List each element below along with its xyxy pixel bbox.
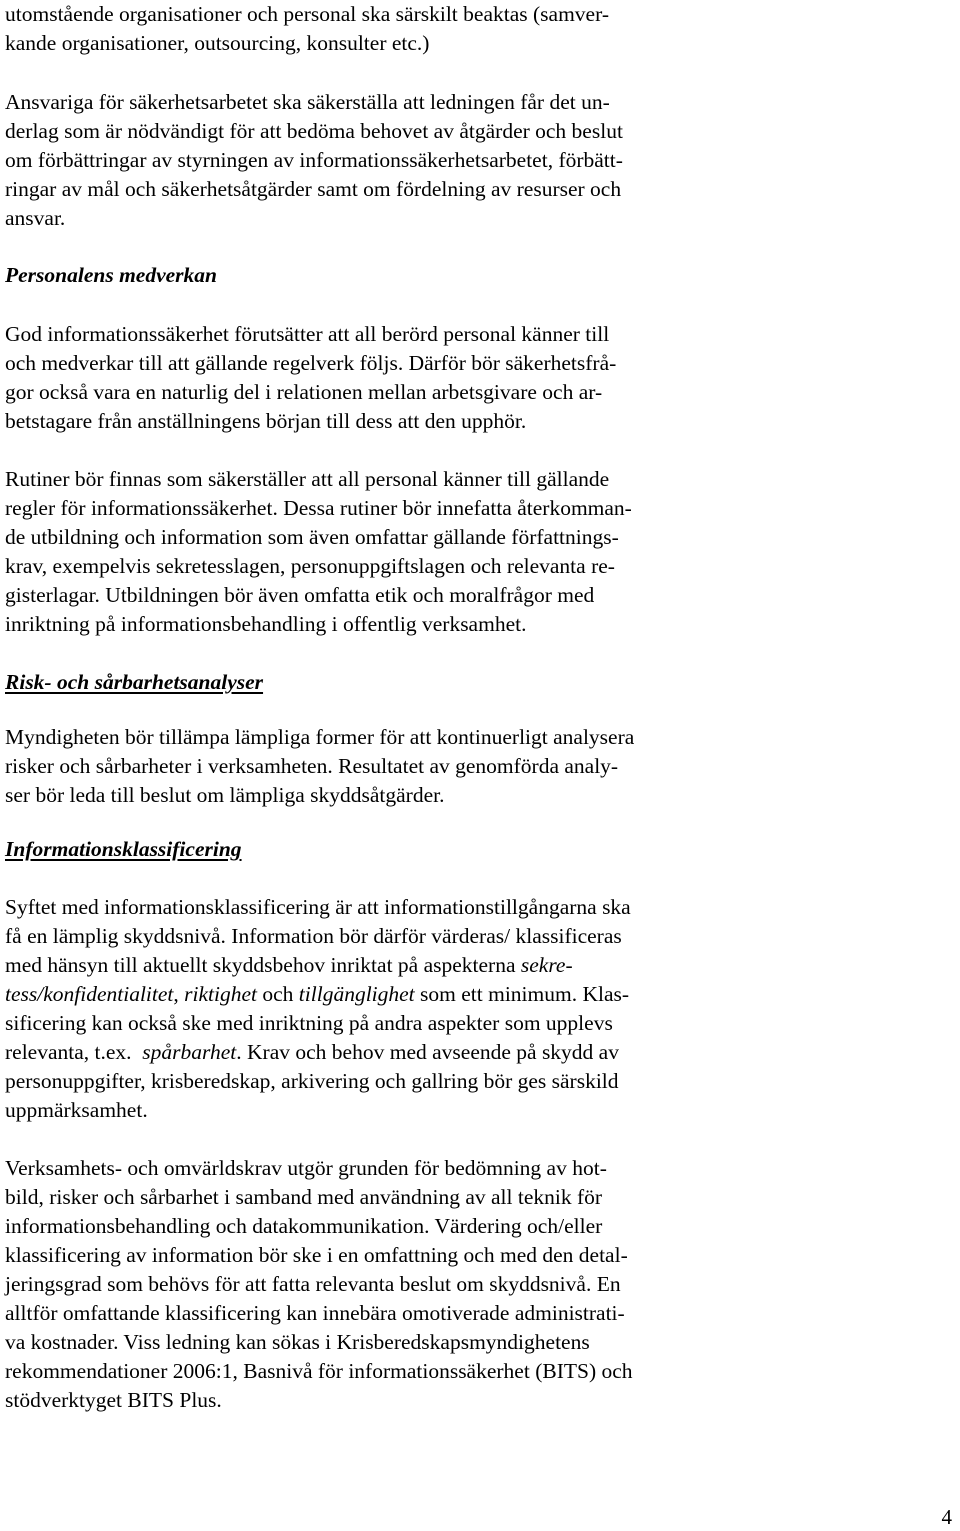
text-line: klassificering av information bör ske i en omfattning och med den detal- [5, 1243, 628, 1267]
text-line: informationsbehandling och datakommunikation. Värdering och/eller [5, 1214, 603, 1238]
italic-term-riktighet: riktighet [184, 982, 257, 1006]
italic-term-sekretess: sekre- [520, 953, 573, 977]
text-line [5, 1038, 619, 1066]
text-line: Verksamhets- och omvärldskrav utgör grunden för bedömning av hot- [5, 1156, 607, 1180]
text-line: få en lämplig skyddsnivå. Information bör därför värderas/ klassificeras [5, 924, 622, 948]
section-heading-personalens-medverkan: Personalens medverkan [5, 263, 218, 287]
text-line: Ansvariga för säkerhetsarbetet ska säkerställa att ledningen får det un- [5, 90, 610, 114]
text-line: gor också vara en naturlig del i relationen mellan arbetsgivare och ar- [5, 380, 603, 404]
text-line [5, 980, 629, 1008]
text-line: inriktning på informationsbehandling i offentlig verksamhet. [5, 612, 527, 636]
text-line: gisterlagar. Utbildningen bör även omfatta etik och moralfrågor med [5, 583, 595, 607]
page-number: 4 [941, 1505, 952, 1529]
text-line: risker och sårbarheter i verksamheten. Resultatet av genomförda analy- [5, 754, 619, 778]
text-segment: , [173, 982, 185, 1006]
text-segment: med hänsyn till aktuellt skyddsbehov inriktat på aspekterna [5, 953, 521, 977]
text-line: Syftet med informationsklassificering är att informationstillgångarna ska [5, 895, 631, 919]
text-segment: och [257, 982, 299, 1006]
text-line: om förbättringar av styrningen av informationssäkerhetsarbetet, förbätt- [5, 148, 623, 172]
italic-term-tillganglighet: tillgänglighet [298, 982, 415, 1006]
text-line: stödverktyget BITS Plus. [5, 1388, 222, 1412]
section-heading-informationsklassificering: Informationsklassificering [5, 837, 242, 861]
text-line: personuppgifter, krisberedskap, arkivering och gallring bör ges särskild [5, 1069, 619, 1093]
text-line: va kostnader. Viss ledning kan sökas i Krisberedskapsmyndighetens [5, 1330, 590, 1354]
text-line: God informationssäkerhet förutsätter att all berörd personal känner till [5, 322, 610, 346]
text-line: och medverkar till att gällande regelverk följs. Därför bör säkerhetsfrå- [5, 351, 617, 375]
text-line: krav, exempelvis sekretesslagen, personuppgiftslagen och relevanta re- [5, 554, 615, 578]
italic-term-konfidentialitet: tess/konfidentialitet [5, 982, 174, 1006]
text-line: ringar av mål och säkerhetsåtgärder samt om fördelning av resurser och [5, 177, 622, 201]
text-line: bild, risker och sårbarhet i samband med användning av all teknik för [5, 1185, 603, 1209]
text-line: kande organisationer, outsourcing, konsulter etc.) [5, 31, 430, 55]
text-line: regler för informationssäkerhet. Dessa rutiner bör innefatta återkomman- [5, 496, 632, 520]
text-line: ansvar. [5, 206, 66, 230]
text-segment: . Krav och behov med avseende på skydd av [236, 1040, 619, 1064]
text-line: betstagare från anställningens början till dess att den upphör. [5, 409, 527, 433]
text-segment: relevanta, t.ex. [5, 1040, 143, 1064]
section-heading-risk-och-sarbarhetsanalyser: Risk- och sårbarhetsanalyser [5, 670, 264, 694]
text-line: utomstående organisationer och personal ska särskilt beaktas (samver- [5, 2, 609, 26]
text-line: Rutiner bör finnas som säkerställer att all personal känner till gällande [5, 467, 610, 491]
text-line: sificering kan också ske med inriktning på andra aspekter som upplevs [5, 1011, 613, 1035]
text-line: ser bör leda till beslut om lämpliga skyddsåtgärder. [5, 783, 445, 807]
text-line: alltför omfattande klassificering kan innebära omotiverade administrati- [5, 1301, 625, 1325]
italic-term-sparbarhet: spårbarhet [142, 1040, 237, 1064]
text-segment: som ett minimum. Klas- [414, 982, 630, 1006]
text-line: jeringsgrad som behövs för att fatta relevanta beslut om skyddsnivå. En [5, 1272, 621, 1296]
text-line: uppmärksamhet. [5, 1098, 148, 1122]
text-line: Myndigheten bör tillämpa lämpliga former för att kontinuerligt analysera [5, 725, 635, 749]
text-line: rekommendationer 2006:1, Basnivå för informationssäkerhet (BITS) och [5, 1359, 633, 1383]
text-line: de utbildning och information som även omfattar gällande författnings- [5, 525, 619, 549]
text-line [5, 951, 573, 979]
text-line: derlag som är nödvändigt för att bedöma behovet av åtgärder och beslut [5, 119, 623, 143]
